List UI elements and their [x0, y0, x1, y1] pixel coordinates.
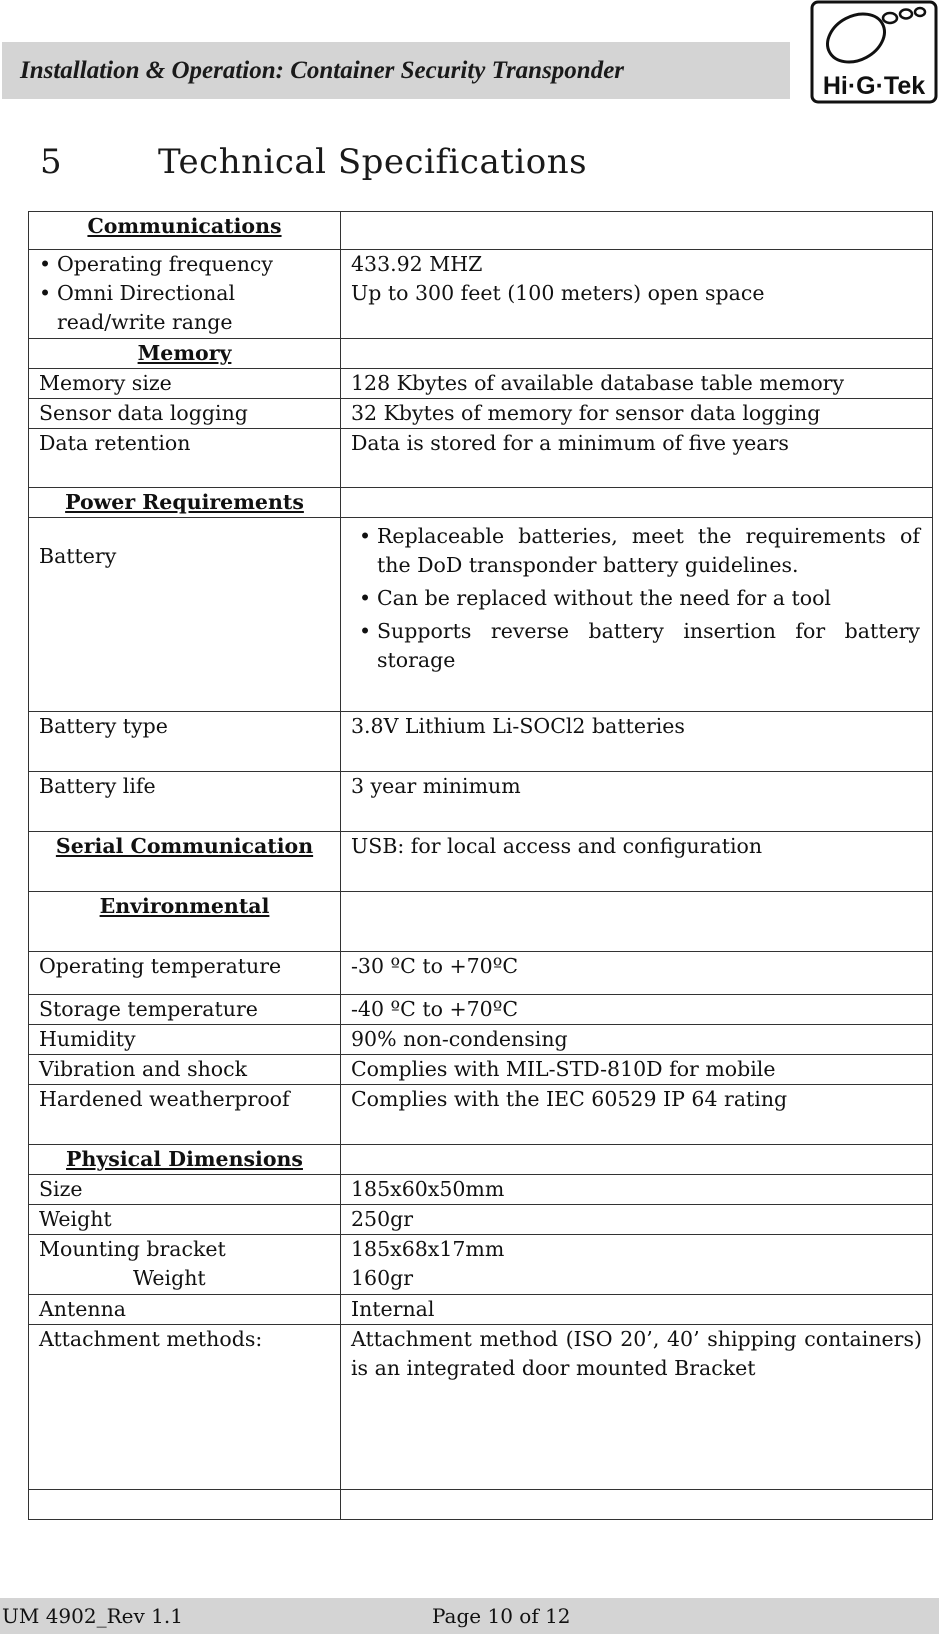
table-row	[29, 369, 933, 399]
table-row	[29, 1085, 933, 1145]
empty-cell	[341, 1490, 933, 1520]
spec-label: Mounting bracket	[39, 1237, 226, 1261]
section-header-memory: Memory	[29, 339, 341, 369]
table-row	[29, 339, 933, 369]
header-bar	[2, 42, 790, 99]
spec-value: 128 Kbytes of available database table memory	[341, 369, 933, 399]
spec-label: • Operating frequency	[39, 250, 330, 279]
spec-label: Battery life	[29, 772, 341, 832]
battery-points	[341, 518, 933, 712]
spec-value: Up to 300 feet (100 meters) open space	[351, 281, 765, 305]
footer-page-number: Page 10 of 12	[432, 1604, 571, 1628]
section-heading	[40, 142, 587, 182]
table-row	[29, 1490, 933, 1520]
spec-value: 3.8V Lithium Li-SOCl2 batteries	[341, 712, 933, 772]
spec-value: USB: for local access and configuration	[341, 832, 933, 892]
spec-label: Attachment methods:	[29, 1325, 341, 1490]
spec-label: Vibration and shock	[29, 1055, 341, 1085]
spec-value: Data is stored for a minimum of five years	[341, 429, 933, 488]
empty-cell	[341, 212, 933, 250]
spec-value: 433.92 MHZ	[351, 252, 483, 276]
table-row	[29, 1325, 933, 1490]
table-row	[29, 1025, 933, 1055]
table-row	[29, 250, 933, 339]
table-row	[29, 399, 933, 429]
spec-table	[28, 211, 933, 1520]
table-row	[29, 429, 933, 488]
spec-label: Memory size	[29, 369, 341, 399]
section-title: Technical Specifications	[158, 142, 588, 182]
spec-label: Storage temperature	[29, 995, 341, 1025]
spec-value: Complies with the IEC 60529 IP 64 rating	[341, 1085, 933, 1145]
empty-cell	[341, 339, 933, 369]
spec-sublabel: Weight	[133, 1266, 206, 1290]
footer-bar	[0, 1598, 939, 1634]
table-row	[29, 952, 933, 995]
spec-value: Internal	[341, 1295, 933, 1325]
spec-value: -30 ºC to +70ºC	[341, 952, 933, 995]
spec-label: Sensor data logging	[29, 399, 341, 429]
section-header-physical: Physical Dimensions	[29, 1145, 341, 1175]
spec-value: 160gr	[351, 1266, 414, 1290]
table-row	[29, 1235, 933, 1295]
table-row	[29, 712, 933, 772]
table-row	[29, 488, 933, 518]
table-row	[29, 892, 933, 952]
spec-label: Weight	[29, 1205, 341, 1235]
list-item: • Can be replaced without the need for a tool	[351, 584, 922, 613]
communications-values	[341, 250, 933, 339]
spec-label: Humidity	[29, 1025, 341, 1055]
section-header-power: Power Requirements	[29, 488, 341, 518]
section-header-communications: Communications	[29, 212, 341, 250]
communications-labels	[29, 250, 341, 339]
table-row	[29, 1295, 933, 1325]
spec-label: Battery	[29, 518, 341, 712]
spec-value: 90% non-condensing	[341, 1025, 933, 1055]
empty-cell	[341, 1145, 933, 1175]
spec-label: Battery type	[29, 712, 341, 772]
spec-label: Size	[29, 1175, 341, 1205]
table-row	[29, 1205, 933, 1235]
footer-doc-id: UM 4902_Rev 1.1	[2, 1604, 183, 1628]
table-row	[29, 1175, 933, 1205]
section-number: 5	[40, 142, 63, 182]
empty-cell	[341, 488, 933, 518]
table-row	[29, 772, 933, 832]
spec-label: Data retention	[29, 429, 341, 488]
spec-value: 32 Kbytes of memory for sensor data logging	[341, 399, 933, 429]
mounting-bracket-label	[29, 1235, 341, 1295]
empty-cell	[341, 892, 933, 952]
section-header-serial: Serial Communication	[29, 832, 341, 892]
spec-value: 250gr	[341, 1205, 933, 1235]
header-title: Installation & Operation: Container Security Transponder	[20, 56, 625, 84]
table-row	[29, 518, 933, 712]
table-row	[29, 1055, 933, 1085]
spec-label: Antenna	[29, 1295, 341, 1325]
list-item: • Supports reverse battery insertion for battery storage	[351, 617, 922, 675]
section-header-environmental: Environmental	[29, 892, 341, 952]
spec-label: Operating temperature	[29, 952, 341, 995]
table-row	[29, 832, 933, 892]
spec-value: 3 year minimum	[341, 772, 933, 832]
table-row	[29, 1145, 933, 1175]
mounting-bracket-value	[341, 1235, 933, 1295]
svg-text:Hi·G·Tek: Hi·G·Tek	[822, 72, 926, 100]
list-item: • Replaceable batteries, meet the requirements of the DoD transponder battery guidelines.	[351, 522, 922, 580]
hi-g-tek-logo	[810, 0, 938, 104]
spec-value: Complies with MIL-STD-810D for mobile	[341, 1055, 933, 1085]
table-row	[29, 995, 933, 1025]
empty-cell	[29, 1490, 341, 1520]
spec-label: • Omni Directional read/write range	[39, 279, 330, 337]
spec-value: -40 ºC to +70ºC	[341, 995, 933, 1025]
spec-value: 185x60x50mm	[341, 1175, 933, 1205]
spec-value: Attachment method (ISO 20’, 40’ shipping containers) is an integrated door mounted Bracket	[341, 1325, 933, 1490]
spec-label: Hardened weatherproof	[29, 1085, 341, 1145]
table-row	[29, 212, 933, 250]
spec-value: 185x68x17mm	[351, 1237, 505, 1261]
